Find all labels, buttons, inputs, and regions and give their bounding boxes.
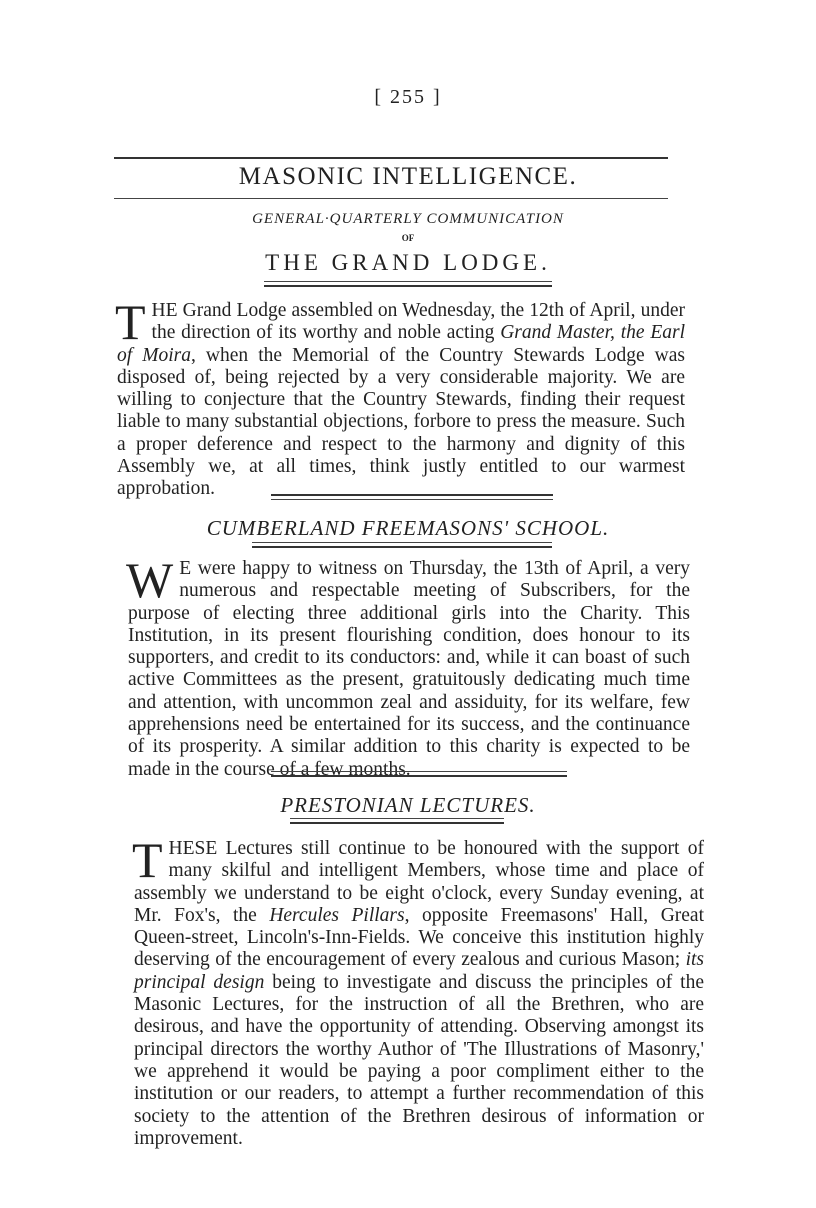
section-1-paragraph <box>115 294 686 501</box>
section-3-heading: PRESTONIAN LECTURES. <box>280 793 536 817</box>
divider-2-rule-b <box>271 775 567 777</box>
masthead-top-rule <box>114 157 668 159</box>
page-number: [ 255 ] <box>374 86 442 108</box>
section-3-text-1: Hercules Pillars <box>269 904 405 926</box>
section-1-text-0: HE Grand Lodge assembled on Wednesday, the 12th of April, under the direction of its worthy and noble acting <box>151 300 685 344</box>
section-1-subtitle: GENERAL·QUARTERLY COMMUNICATION <box>252 211 564 227</box>
section-2-dropcap: W <box>126 552 174 608</box>
masthead-bottom-rule <box>114 198 668 199</box>
section-3-paragraph <box>132 832 705 1150</box>
section-2-heading: CUMBERLAND FREEMASONS' SCHOOL. <box>206 516 610 540</box>
section-2-text-0: E were happy to witness on Thursday, the 13th of April, a very numerous and respectable meeting of Subscribers, for the purpose of electing three additional girls into the Charity. This Institution, in its present flourishing condition, does honour to its supporters, and credit to its conductors: and, while it can boast of such active Committees as the present, gratuitously dedicating much time and attention, with uncommon zeal and assiduity, for its welfare, few apprehensions need be entertained for its success, and the continuance of its prosperity. A similar addition to this charity is expected to be made in the course of a few months. <box>128 558 690 780</box>
section-2-paragraph <box>126 552 690 781</box>
section-3-heading-rule-2 <box>290 822 504 824</box>
section-3-text-4: being to investigate and discuss the principles of the Masonic Lectures, for the instruction of all the Brethren, who are desirous, and have the opportunity of attending. Observing amongst its principal directors the worthy Author of 'The Illustrations of Masonry,' we apprehend it would be paying a poor compliment either to the institution or our readers, to attempt a further recommendation of this society to the attention of the Brethren desirous of information or improvement. <box>134 971 704 1149</box>
section-1-connector: OF <box>401 233 415 243</box>
section-3-text-0: HESE Lectures still continue to be honoured with the support of many skilful and intelligent Members, whose time and place of assembly we understand to be eight o'clock, every Sunday evening, at Mr. Fox's, the <box>134 838 704 926</box>
section-1-heading: THE GRAND LODGE. <box>265 250 551 275</box>
section-3-dropcap: T <box>132 832 163 888</box>
divider-2-rule-a <box>271 771 567 772</box>
section-1-heading-rule-2 <box>264 285 552 287</box>
divider-1-rule-b <box>271 499 553 500</box>
section-1-text-2: , when the Memorial of the Country Stewards Lodge was disposed of, being rejected by a very considerable majority. We are willing to conjecture that the Country Stewards, finding their request liable to many substantial objections, forbore to press the measure. Such a proper deference and respect to the harmony and dignity of this Assembly we, at all times, think justly entitled to our warmest approbation. <box>117 344 685 500</box>
section-1-text-1: Grand Master, the Earl of Moira <box>117 322 686 366</box>
section-masthead-title: MASONIC INTELLIGENCE. <box>238 163 578 190</box>
divider-1-rule-a <box>271 494 553 496</box>
section-1-dropcap: T <box>115 294 146 350</box>
section-3-text-3: its principal design <box>134 949 704 993</box>
section-2-heading-rule-1 <box>252 542 552 543</box>
section-3-heading-rule-1 <box>290 818 504 819</box>
section-1-heading-rule-1 <box>264 281 552 282</box>
section-2-heading-rule-2 <box>252 546 552 548</box>
section-3-text-2: , opposite Freemasons' Hall, Great Queen-street, Lincoln's-Inn-Fields. We conceive this institution highly deserving of the encouragement of every zealous and curious Mason; <box>134 904 705 971</box>
